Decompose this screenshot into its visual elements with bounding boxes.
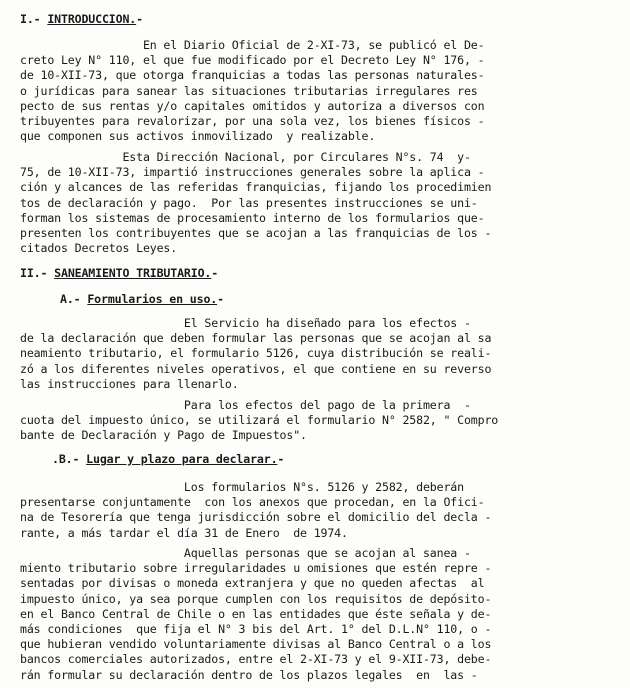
section-title-suffix: - <box>211 266 219 280</box>
text-line: que hubieran vendido voluntariamente divisas al Banco Central o a los <box>20 637 492 652</box>
paragraph-formulario-2582 <box>20 398 498 444</box>
paragraph-divisas <box>20 546 491 683</box>
text-line: bancos comerciales autorizados, entre el 2-XI-73 y el 9-XII-73, debe- <box>20 652 492 667</box>
section-heading-introduccion <box>20 12 143 26</box>
subsection-heading-formularios <box>60 292 224 306</box>
text-line: de la declaración que deben formular las personas que se acojan al sa <box>20 331 492 346</box>
text-line: las instrucciones para llenarlo. <box>20 376 239 391</box>
text-line: de 10-XII-73, que otorga franquicias a todas las personas naturales- <box>20 68 485 83</box>
section-title: SANEAMIENTO TRIBUTARIO. <box>54 266 212 280</box>
subsection-letter: A.- <box>60 292 88 306</box>
text-line: rán formular su declaración dentro de los plazos legales en las - <box>20 667 478 682</box>
text-line: tos de declaración y pago. Por las presentes instrucciones se uni- <box>20 195 478 210</box>
section-title-suffix: - <box>136 12 143 26</box>
section-title: INTRODUCCION. <box>47 12 137 26</box>
section-number: I.- <box>20 12 48 26</box>
text-line: pecto de sus rentas y/o capitales omitidos y autoriza a diversos con <box>20 98 485 113</box>
section-number: II.- <box>20 266 55 280</box>
text-line: tribuyentes para revalorizar, por una sola vez, los bienes físicos - <box>20 113 485 128</box>
text-line: rante, a más tardar el día 31 de Enero de 1974. <box>20 525 348 540</box>
text-line: o jurídicas para sanear las situaciones tributarias irregulares res <box>20 83 478 98</box>
subsection-title: Formularios en uso. <box>87 292 218 306</box>
text-line: sentadas por divisas o moneda extranjera y que no queden afectas al <box>20 576 485 591</box>
text-line: que componen sus activos inmovilizado y realizable. <box>20 129 376 144</box>
paragraph-circulares <box>20 150 491 256</box>
text-line: na de Tesorería que tenga jurisdicción sobre el domicilio del decla - <box>20 510 492 525</box>
subsection-heading-lugar-plazo <box>52 452 284 466</box>
section-heading-saneamiento <box>20 266 218 280</box>
text-line: impuesto único, ya sea porque cumplen con los requisitos de depósito- <box>20 591 492 606</box>
text-line: creto Ley N° 110, el que fue modificado por el Decreto Ley N° 176, - <box>20 53 485 68</box>
paragraph-formulario-5126 <box>20 316 491 392</box>
text-line: zó a los diferentes niveles operativos, el que contiene en su reverso <box>20 361 492 376</box>
text-line: ción y alcances de las referidas franquicias, fijando los procedimien <box>20 180 492 195</box>
text-line: bante de Declaración y Pago de Impuestos". <box>20 428 307 443</box>
text-line: más condiciones que fija el N° 3 bis del Art. 1° del D.L.N° 110, o - <box>20 621 492 636</box>
text-line: cuota del impuesto único, se utilizará el formulario N° 2582, " Compro <box>20 413 499 428</box>
text-line: miento tributario sobre irregularidades u omisiones que estén repre - <box>20 561 492 576</box>
text-line: Los formularios N°s. 5126 y 2582, deberán <box>20 480 464 494</box>
text-line: citados Decretos Leyes. <box>20 241 178 256</box>
text-line: en el Banco Central de Chile o en las entidades que éste señala y de- <box>20 606 492 621</box>
text-line: Esta Dirección Nacional, por Circulares N°s. 74 y- <box>20 150 471 164</box>
subsection-title-suffix: - <box>277 452 285 466</box>
text-line: presentarse conjuntamente con los anexos que procedan, en la Ofici- <box>20 495 485 510</box>
paragraph-decreto-ley <box>20 38 484 144</box>
text-line: En el Diario Oficial de 2-XI-73, se publicó el De- <box>20 38 485 52</box>
text-line: 75, de 10-XII-73, impartió instrucciones generales sobre la aplica - <box>20 165 485 180</box>
subsection-letter: .B.- <box>52 452 87 466</box>
text-line: Para los efectos del pago de la primera - <box>20 398 471 412</box>
subsection-title: Lugar y plazo para declarar. <box>86 452 278 466</box>
text-line: El Servicio ha diseñado para los efectos - <box>20 316 471 330</box>
subsection-title-suffix: - <box>217 292 224 306</box>
text-line: forman los sistemas de procesamiento interno de los formularios que- <box>20 210 485 225</box>
text-line: Aquellas personas que se acojan al sanea - <box>20 546 471 560</box>
text-line: presenten los contribuyentes que se acojan a las franquicias de los - <box>20 225 492 240</box>
paragraph-presentacion <box>20 480 491 541</box>
text-line: neamiento tributario, el formulario 5126, cuya distribución se reali- <box>20 346 492 361</box>
